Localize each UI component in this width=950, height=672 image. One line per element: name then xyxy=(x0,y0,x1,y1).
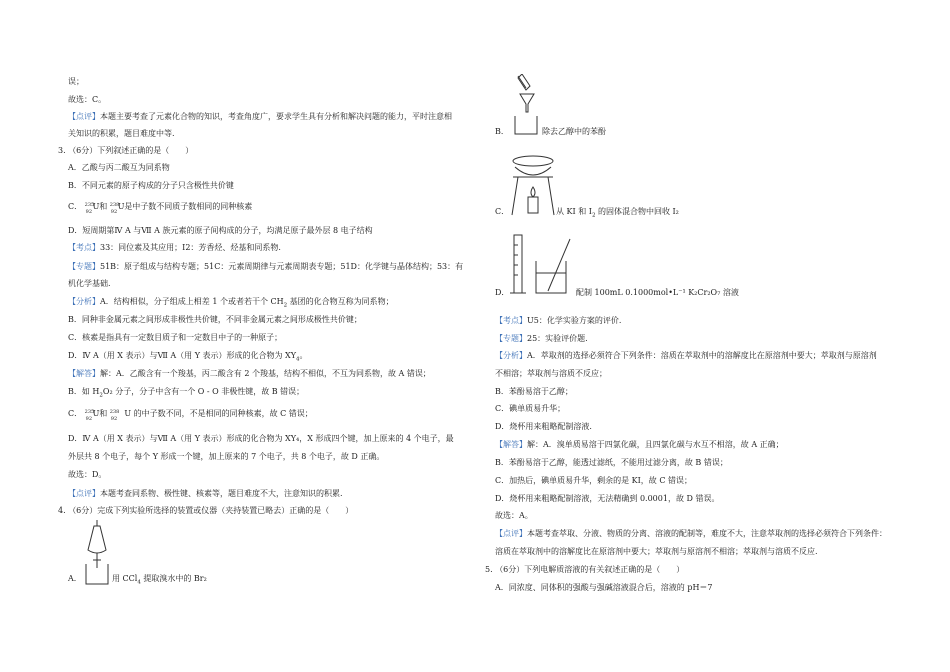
question-stem: （6分）下列电解质溶液的有关叙述正确的是（ ） xyxy=(495,565,685,574)
text-line: C．碘单质易升华； xyxy=(495,404,566,413)
option-text: 用 CCl xyxy=(112,574,138,583)
option-d: D．短周期第Ⅳ A 与Ⅶ A 族元素的原子间构成的分子，均满足原子最外层 8 电子结构 xyxy=(68,226,373,235)
text-line: 故选：C。 xyxy=(68,95,107,104)
kaodian xyxy=(495,316,621,326)
text-line: 不相溶；萃取剂与溶质不反应； xyxy=(495,369,607,378)
kaodian xyxy=(68,243,281,253)
fenxi-text: D．Ⅳ A（用 X 表示）与Ⅶ A（用 Y 表示）形成的化合物为 XY xyxy=(68,351,297,360)
nuclide-u235 xyxy=(84,202,100,215)
jieda-text: U 的中子数不同，不是相同的同种核素，故 C 错误； xyxy=(124,409,313,418)
text-line: 外层共 8 个电子，每个 Y 形成一个键，加上原来的 7 个电子，共 8 个电子，故 D 正确。 xyxy=(68,452,385,461)
option-c-text xyxy=(556,207,679,217)
option-c-label: C． xyxy=(495,207,510,216)
text-line: B．苯酚易溶于乙醇； xyxy=(495,387,573,396)
sublimation-diagram xyxy=(510,155,556,217)
jieda-text: O₂ 分子，分子中含有一个 O - O 非极性键，故 B 错误； xyxy=(102,387,305,396)
jieda-tag: 【解答】 xyxy=(68,369,100,378)
nuclide-u238 xyxy=(109,202,125,215)
fenxi-text: A．萃取剂的选择必须符合下列条件：溶质在萃取剂中的溶解度比在原溶剂中要大；萃取剂与原溶剂 xyxy=(527,351,877,360)
dianping-tag: 【点评】 xyxy=(495,529,527,538)
zhuanti xyxy=(495,334,588,344)
option-b-label: B． xyxy=(495,127,509,136)
comment-tag: 【点评】 xyxy=(68,112,100,121)
text-line xyxy=(68,351,308,361)
comment-line xyxy=(68,112,452,122)
text-line: B．苯酚易溶于乙醇，能透过滤纸，不能用过滤分离，故 B 错误； xyxy=(495,458,728,467)
question-number: 3. xyxy=(58,146,66,155)
option-text: 的固体混合物中回收 I₂ xyxy=(595,207,679,216)
zhuanti-tag: 【专题】 xyxy=(495,334,527,343)
option-text: 是中子数不同质子数相同的同种核素 xyxy=(124,202,253,211)
subscript: 4 xyxy=(296,356,300,363)
conjunction: 和 xyxy=(99,202,108,211)
atomic-number: 92 xyxy=(85,209,93,215)
fenxi-tag: 【分析】 xyxy=(495,351,527,360)
text-line: B．同种非金属元素之间形成非极性共价键，不同非金属元素之间形成极性共价键； xyxy=(68,315,362,324)
dianping-text: 本题考查同系物、极性键、核素等，题目难度不大，注意知识的积累. xyxy=(100,489,343,498)
mass-number: 238 xyxy=(109,409,120,415)
text-line xyxy=(68,409,313,422)
question-number: 4. xyxy=(58,506,66,515)
option-a: A．同浓度、同体积的强酸与强碱溶液混合后，溶液的 pH＝7 xyxy=(495,583,713,592)
subscript: 2 xyxy=(591,212,596,219)
atomic-number: 92 xyxy=(110,416,118,422)
text-line: 故选：A。 xyxy=(495,511,533,520)
text-line: 溶质在萃取剂中的溶解度比在原溶剂中要大；萃取剂与原溶剂不相溶；萃取剂与溶质不反应. xyxy=(495,547,818,556)
text-line: 机化学基础. xyxy=(68,279,111,288)
jieda-text: 解：A．乙酸含有一个羧基，丙二酸含有 2 个羧基，结构不相似，不互为同系物，故 A 错误； xyxy=(100,369,431,378)
dianping-text: 本题考查萃取、分液、物质的分离、溶液的配制等，难度不大，注意萃取剂的选择必须符合下列条件： xyxy=(527,529,887,538)
question-stem: （6分）下列叙述正确的是（ ） xyxy=(68,146,194,155)
fenxi xyxy=(68,297,394,307)
text-line: 误； xyxy=(68,77,84,86)
zhuanti-text: 25：实验评价题. xyxy=(527,334,588,343)
option-text: 提取溴水中的 Br₂ xyxy=(140,574,207,583)
option-label: C． xyxy=(68,202,83,211)
zhuanti xyxy=(68,262,463,272)
kaodian-text: U5：化学实验方案的评价. xyxy=(527,316,622,325)
atomic-number: 92 xyxy=(85,416,93,422)
solution-prep-diagram xyxy=(508,233,578,297)
option-c xyxy=(68,202,253,215)
subscript: 2 xyxy=(283,302,288,309)
mass-number: 238 xyxy=(109,202,120,208)
subscript: 2 xyxy=(99,392,103,399)
text-line: 故选：D。 xyxy=(68,470,107,479)
nuclide-u238 xyxy=(109,409,122,422)
option-label: C． xyxy=(68,409,83,418)
nuclide-u235 xyxy=(84,409,100,422)
text-line: D．烧杯用来粗略配制溶液. xyxy=(495,422,592,431)
question-4 xyxy=(58,506,353,516)
text-line: C．核素是指具有一定数目质子和一定数目中子的一种原子； xyxy=(68,333,283,342)
mass-number: 235 xyxy=(84,409,95,415)
text-line: D．Ⅳ A（用 X 表示）与Ⅶ A（用 Y 表示）形成的化合物为 XY₄，X 形成四个键，加上原来的 4 个电子，最 xyxy=(68,434,454,443)
element-symbol: U xyxy=(117,202,125,211)
option-d-label: D． xyxy=(495,288,510,297)
jieda-tag: 【解答】 xyxy=(495,440,527,449)
jieda xyxy=(495,440,784,450)
element-symbol: U xyxy=(92,409,100,418)
text-line: D．烧杯用来粗略配制溶液，无法精确到 0.0001，故 D 错误。 xyxy=(495,494,720,503)
option-a-label: A． xyxy=(68,574,82,583)
mass-number: 235 xyxy=(84,202,95,208)
separatory-funnel-diagram xyxy=(82,520,112,586)
kaodian-text: 33：同位素及其应用；I2：芳香烃、烃基和同系物. xyxy=(100,243,281,252)
text-line xyxy=(68,387,304,397)
question-5 xyxy=(485,565,684,575)
fenxi-text: 。 xyxy=(299,351,308,360)
text-line: C．加热后，碘单质易升华，剩余的是 KI，故 C 错误； xyxy=(495,476,693,485)
fenxi-text: A．结构相似，分子组成上相差 1 个或者若干个 CH xyxy=(100,297,284,306)
kaodian-tag: 【考点】 xyxy=(68,243,100,252)
option-a: A．乙酸与丙二酸互为同系物 xyxy=(68,163,170,172)
question-stem: （6分）完成下列实验所选择的装置或仪器（夹持装置已略去）正确的是（ ） xyxy=(68,506,354,515)
kaodian-tag: 【考点】 xyxy=(495,316,527,325)
element-symbol: U xyxy=(92,202,100,211)
jieda-text: B．如 H xyxy=(68,387,100,396)
conjunction: 和 xyxy=(99,409,108,418)
option-b: B．不同元素的原子构成的分子只含极性共价键 xyxy=(68,181,234,190)
option-b-text: 除去乙醇中的苯酚 xyxy=(542,127,606,136)
question-number: 5. xyxy=(485,565,493,574)
fenxi-text: 基团的化合物互称为同系物； xyxy=(287,297,394,306)
filtration-diagram xyxy=(512,74,542,136)
jieda xyxy=(68,369,431,379)
question-3 xyxy=(58,146,193,156)
fenxi xyxy=(495,351,877,361)
jieda-text: 解：A．溴单质易溶于四氯化碳，且四氯化碳与水互不相溶，故 A 正确； xyxy=(527,440,784,449)
zhuanti-tag: 【专题】 xyxy=(68,262,100,271)
option-d-text: 配制 100mL 0.1000mol•L⁻¹ K₂Cr₂O₇ 溶液 xyxy=(576,288,739,297)
dianping-tag: 【点评】 xyxy=(68,489,100,498)
zhuanti-text: 51B：原子组成与结构专题；51C：元素周期律与元素周期表专题；51D：化学键与晶体结构；53：有 xyxy=(100,262,464,271)
dianping xyxy=(68,489,343,499)
text-line: 关知识的积累，题目难度中等. xyxy=(68,129,175,138)
atomic-number: 92 xyxy=(110,209,118,215)
fenxi-tag: 【分析】 xyxy=(68,297,100,306)
dianping xyxy=(495,529,887,539)
option-text: 从 KI 和 I xyxy=(556,207,592,216)
subscript: 4 xyxy=(137,579,141,586)
comment-text: 本题主要考查了元素化合物的知识，考查角度广，要求学生具有分析和解决问题的能力，平时注意相 xyxy=(100,112,452,121)
option-a-text xyxy=(112,574,207,584)
